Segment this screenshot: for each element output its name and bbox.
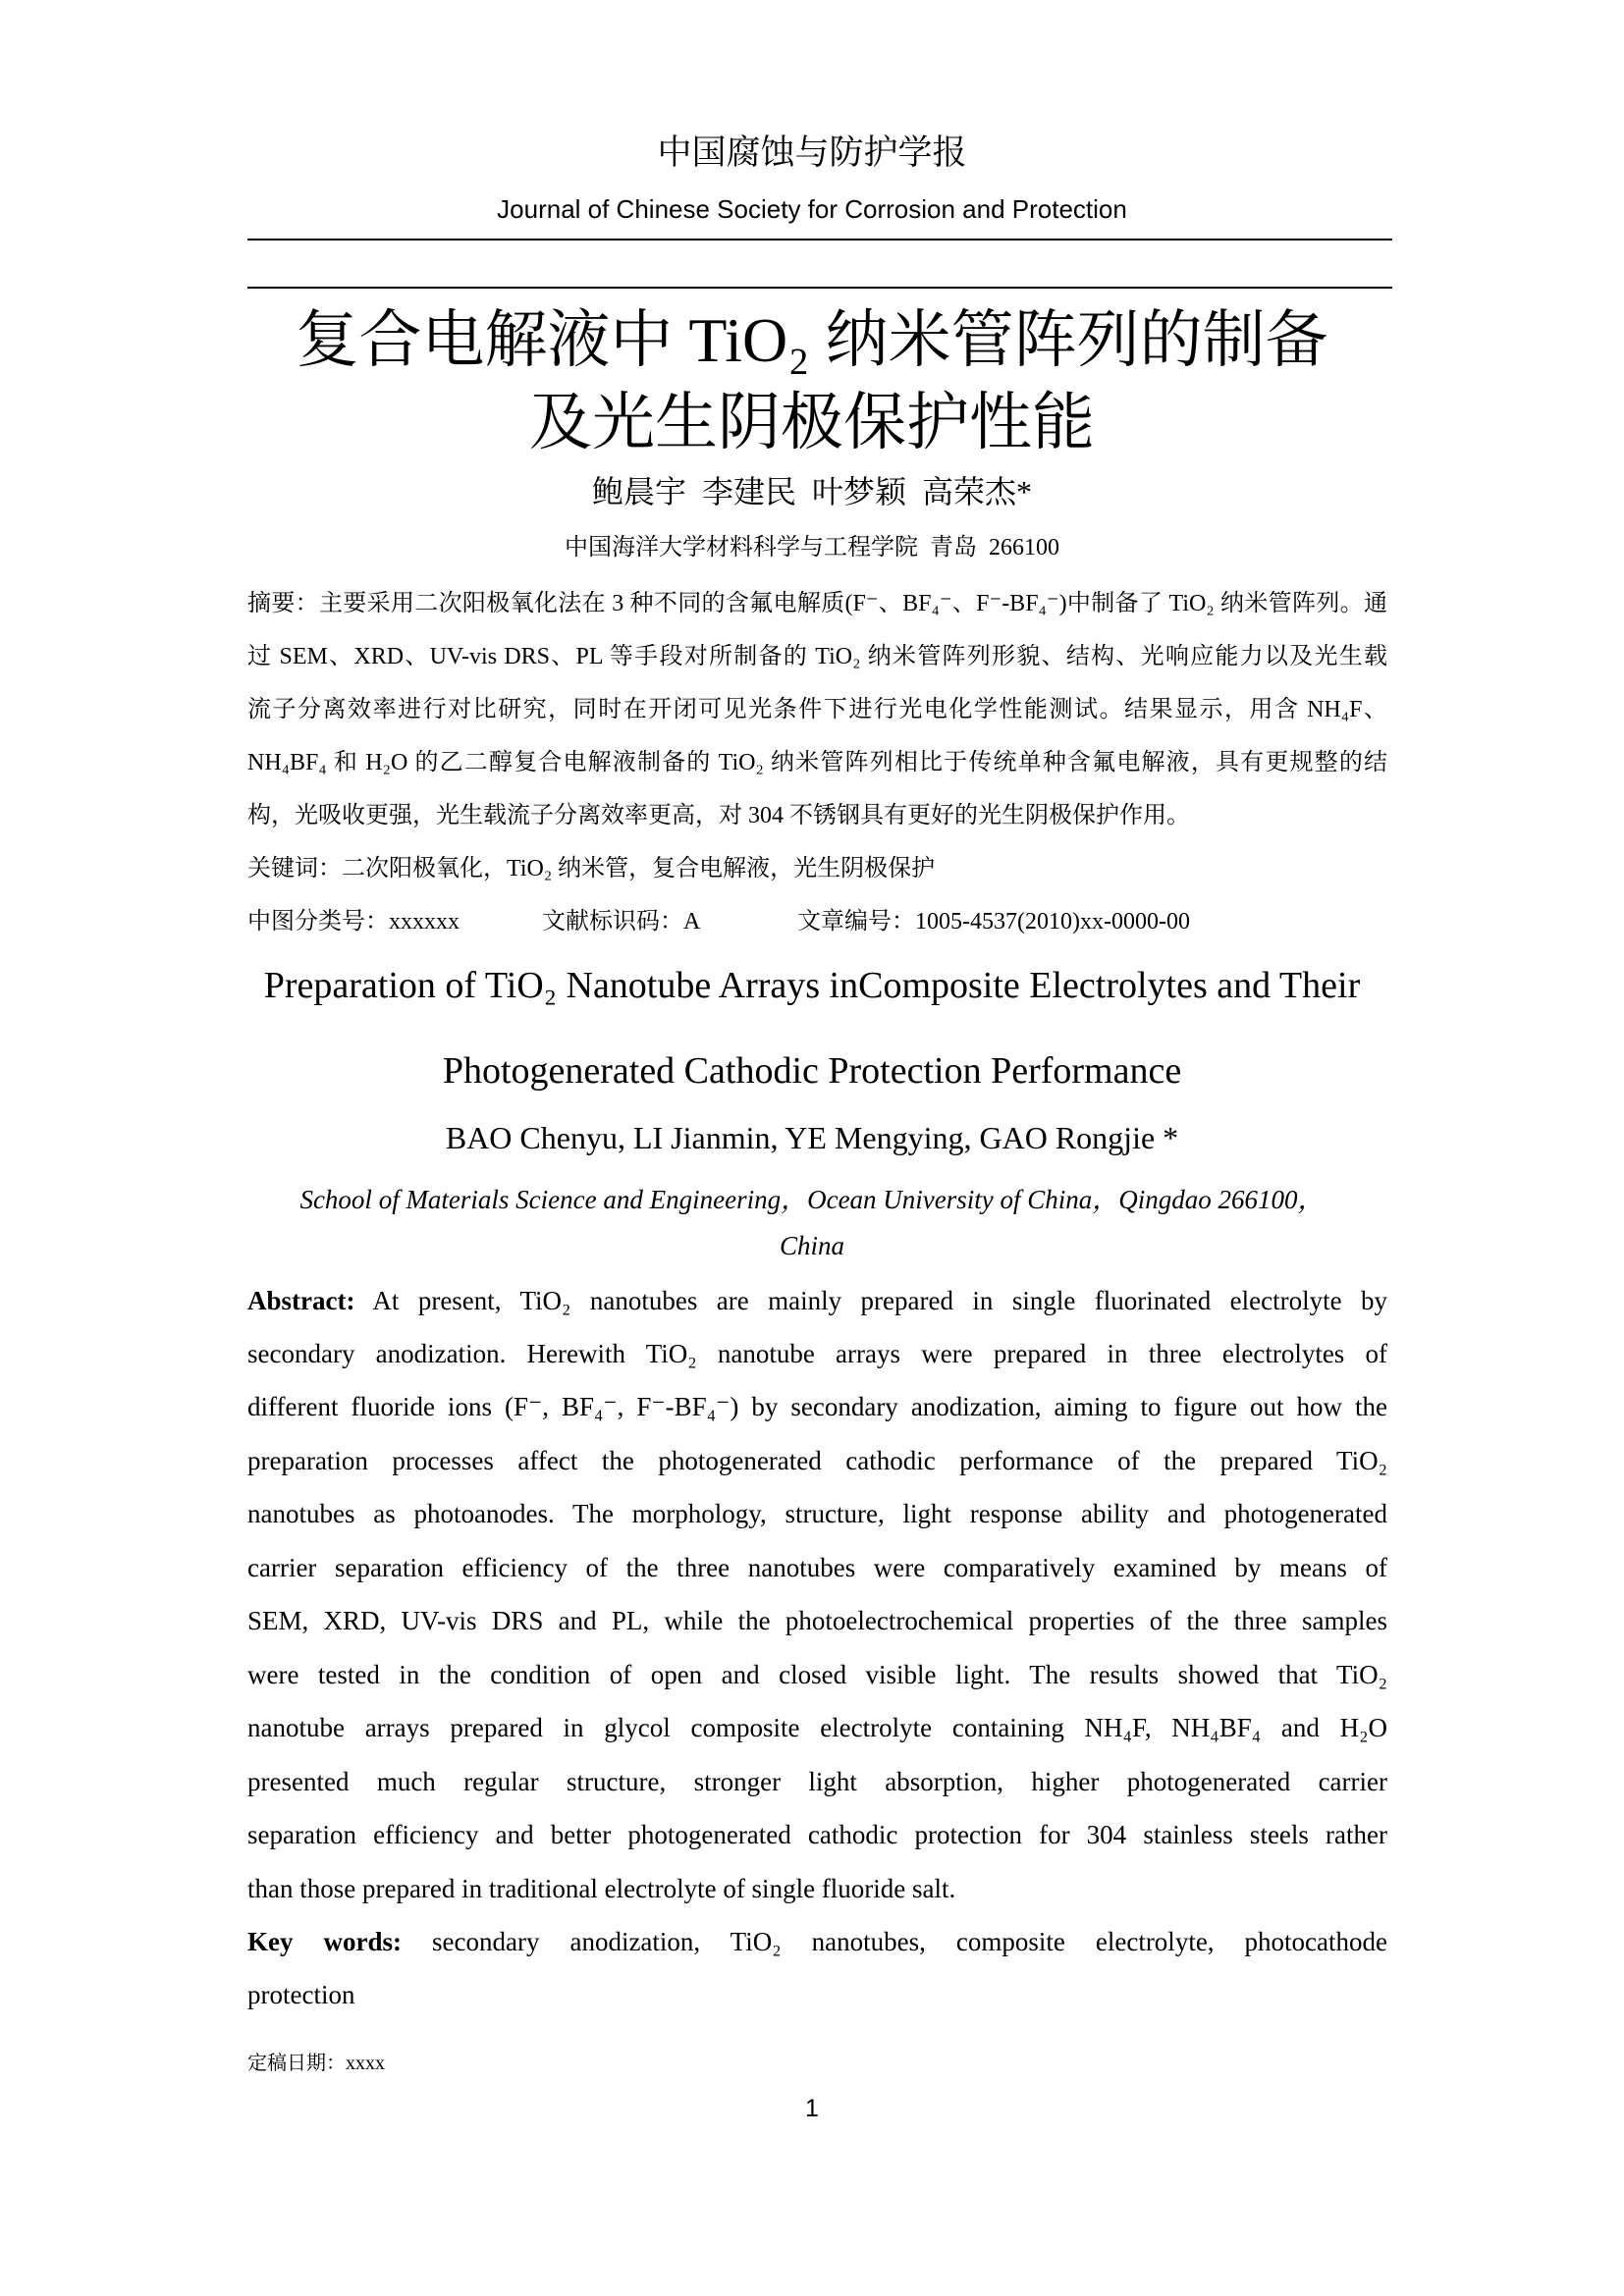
title-en-line-2: Photogenerated Cathodic Protection Performance <box>442 1050 1182 1092</box>
title-en-line-1: Preparation of TiO₂ Nanotube Arrays inComposite Electrolytes and Their <box>263 965 1361 1006</box>
header-rule-bottom <box>247 287 1392 289</box>
affiliation-en-line-2: China <box>779 1231 844 1260</box>
abstract-cn-line: 摘要：主要采用二次阳极氧化法在 3 种不同的含氟电解质(F⁻、BF₄⁻、F⁻-BF₄⁻)中制备了 TiO₂ 纳米管阵列。通 <box>247 591 1387 616</box>
abstract-en-line: SEM, XRD, UV-vis DRS and PL, while the photoelectrochemical properties of the three samples <box>247 1606 1387 1635</box>
abstract-en-line: carrier separation efficiency of the three nanotubes were comparatively examined by means of <box>247 1553 1387 1582</box>
header-rule-top <box>247 239 1392 240</box>
abstract-cn-line: 过 SEM、XRD、UV-vis DRS、PL 等手段对所制备的 TiO₂ 纳米管阵列形貌、结构、光响应能力以及光生载 <box>247 644 1387 669</box>
keywords-cn: 关键词：二次阳极氧化，TiO₂ 纳米管，复合电解液，光生阴极保护 <box>247 856 936 881</box>
journal-title-cn: 中国腐蚀与防护学报 <box>657 133 967 173</box>
title-cn-line-1: 复合电解液中 TiO₂ 纳米管阵列的制备 <box>296 305 1328 375</box>
abstract-en-line <box>247 1286 1387 1316</box>
clc-number: 中图分类号：xxxxxx <box>247 909 460 934</box>
abstract-cn-line: 构，光吸收更强，光生载流子分离效率更高，对 304 不锈钢具有更好的光生阴极保护作用。 <box>247 803 1190 828</box>
abstract-cn-line: 流子分离效率进行对比研究，同时在开闭可见光条件下进行光电化学性能测试。结果显示，用含 NH₄F、 <box>247 697 1387 722</box>
received-date: 定稿日期：xxxx <box>247 2053 385 2074</box>
keywords-en-text: secondary anodization, TiO₂ nanotubes, composite electrolyte, photocathode <box>402 1927 1388 1956</box>
abstract-en-line: nanotubes as photoanodes. The morphology, structure, light response ability and photogenerated <box>247 1499 1387 1528</box>
affiliation-en-line-1: School of Materials Science and Engineering，Ocean University of China，Qingdao 266100， <box>299 1185 1325 1214</box>
abstract-en-line: separation efficiency and better photogenerated cathodic protection for 304 stainless steels rather <box>247 1820 1387 1849</box>
page-number: 1 <box>805 2095 819 2122</box>
keywords-en <box>247 1927 1387 1957</box>
keywords-label: Key words: <box>247 1927 402 1956</box>
abstract-en-text: At present, TiO₂ nanotubes are mainly prepared in single fluorinated electrolyte by <box>354 1286 1387 1315</box>
abstract-en-line: were tested in the condition of open and closed visible light. The results showed that TiO₂ <box>247 1660 1387 1689</box>
journal-title-en: Journal of Chinese Society for Corrosion and Protection <box>497 194 1127 224</box>
abstract-en-line: different fluoride ions (F⁻, BF₄⁻, F⁻-BF₄⁻) by secondary anodization, aiming to figure out how the <box>247 1392 1387 1421</box>
abstract-en-line: nanotube arrays prepared in glycol composite electrolyte containing NH₄F, NH₄BF₄ and H₂O <box>247 1713 1387 1742</box>
title-cn <box>0 299 1624 464</box>
abstract-en-line: secondary anodization. Herewith TiO₂ nanotube arrays were prepared in three electrolytes of <box>247 1339 1387 1368</box>
abstract-label: Abstract: <box>247 1286 355 1315</box>
document-code: 文献标识码：A <box>542 909 701 934</box>
abstract-en-line: than those prepared in traditional electrolyte of single fluoride salt. <box>247 1874 956 1903</box>
title-cn-line-2: 及光生阴极保护性能 <box>529 388 1095 457</box>
affiliation-cn: 中国海洋大学材料科学与工程学院 青岛 266100 <box>565 535 1059 561</box>
keywords-en-line-2: protection <box>247 1980 355 2009</box>
abstract-cn-line: NH₄BF₄ 和 H₂O 的乙二醇复合电解液制备的 TiO₂ 纳米管阵列相比于传统单种含氟电解液，具有更规整的结 <box>247 750 1387 775</box>
authors-en: BAO Chenyu, LI Jianmin, YE Mengying, GAO Rongjie * <box>445 1120 1179 1155</box>
article-number: 文章编号：1005-4537(2010)xx-0000-00 <box>797 909 1190 934</box>
abstract-en-line: presented much regular structure, stronger light absorption, higher photogenerated carrier <box>247 1767 1387 1796</box>
authors-cn: 鲍晨宇 李建民 叶梦颖 高荣杰* <box>591 474 1032 509</box>
abstract-en-line: preparation processes affect the photogenerated cathodic performance of the prepared TiO₂ <box>247 1446 1387 1475</box>
